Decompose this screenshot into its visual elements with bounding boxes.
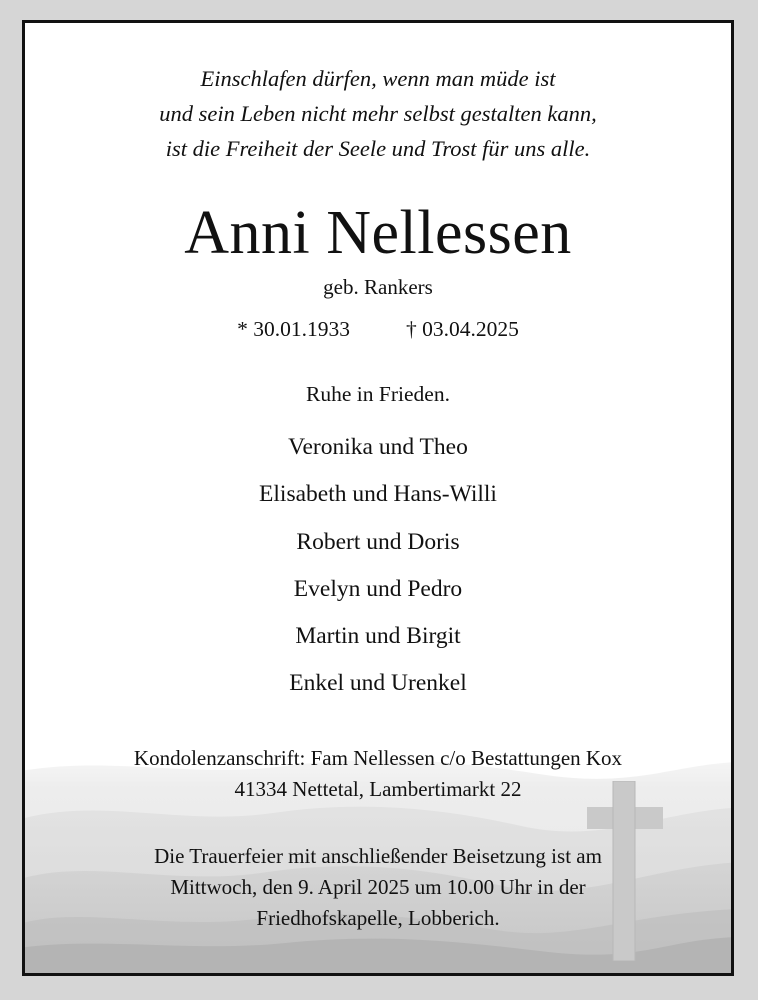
mourner-entry: Robert und Doris (296, 528, 460, 555)
address-line: 41334 Nettetal, Lambertimarkt 22 (234, 777, 522, 801)
birth-name: geb. Rankers (323, 275, 433, 299)
life-dates (25, 315, 731, 343)
service-line: Die Trauerfeier mit anschließender Beisetzung ist am (154, 844, 602, 868)
poem-line: Einschlafen dürfen, wenn man müde ist (200, 66, 556, 91)
mourner-entry: Veronika und Theo (288, 434, 468, 460)
obituary-text (25, 23, 731, 973)
poem-line: und sein Leben nicht mehr selbst gestalten kann, (159, 101, 597, 126)
condolence-address (25, 743, 731, 805)
address-line: Kondolenzanschrift: Fam Nellessen c/o Bestattungen Kox (133, 746, 623, 770)
poem-line: ist die Freiheit der Seele und Trost für uns alle. (165, 136, 591, 161)
obituary-card (22, 20, 734, 976)
mourner-entry: Elisabeth und Hans-Willi (259, 481, 497, 508)
poem (25, 61, 731, 166)
farewell-text: Ruhe in Frieden. (306, 382, 450, 406)
death-date: † 03.04.2025 (406, 317, 519, 341)
mourners-list (25, 424, 731, 708)
mourner-entry: Martin und Birgit (295, 623, 461, 650)
service-line: Mittwoch, den 9. April 2025 um 10.00 Uhr in der (170, 875, 586, 899)
deceased-name: Anni Nellessen (184, 199, 572, 267)
mourner-entry: Enkel und Urenkel (289, 670, 467, 697)
funeral-service-info (25, 841, 731, 934)
birth-date: * 30.01.1933 (237, 317, 350, 341)
mourner-entry: Evelyn und Pedro (293, 575, 463, 602)
service-line: Friedhofskapelle, Lobberich. (256, 906, 500, 930)
